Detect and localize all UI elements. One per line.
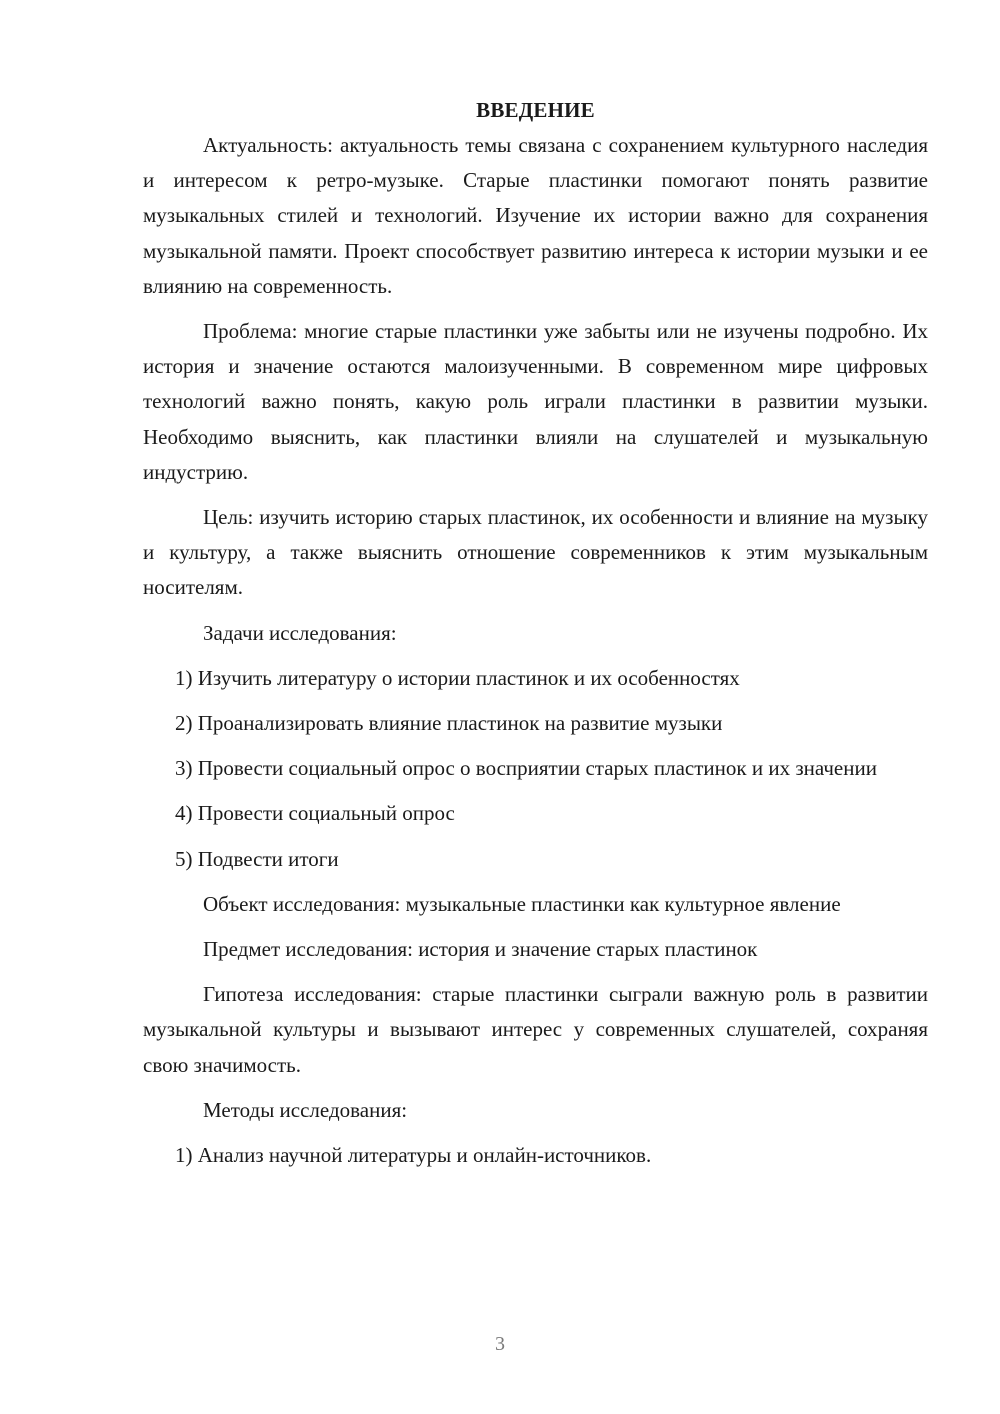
goal-paragraph: Цель: изучить историю старых пластинок, их особенности и влияние на музыку и культуру, а также выяснить отношение современников к этим музыкальным носителям. — [143, 505, 928, 600]
document-page — [143, 95, 928, 1183]
problem-paragraph: Проблема: многие старые пластинки уже забыты или не изучены подробно. Их история и значение остаются малоизученными. В современном мире цифровых технологий важно понять, какую роль играли пластинки в развитии музыки. Необходимо выяснить, как пластинки влияли на слушателей и музыкальную индустрию. — [143, 319, 928, 484]
task-item-4: 4) Провести социальный опрос — [175, 801, 455, 826]
methods-heading: Методы исследования: — [203, 1097, 408, 1122]
task-item-1: 1) Изучить литературу о истории пластинок и их особенностях — [175, 665, 740, 690]
page-title: ВВЕДЕНИЕ — [476, 98, 595, 122]
method-item-1: 1) Анализ научной литературы и онлайн-источников. — [175, 1143, 652, 1168]
hypothesis-paragraph: Гипотеза исследования: старые пластинки сыграли важную роль в развитии музыкальной культуры и вызывают интерес у современных слушателей, сохраняя свою значимость. — [143, 982, 928, 1077]
subject-paragraph: Предмет исследования: история и значение старых пластинок — [203, 937, 758, 962]
object-paragraph: Объект исследования: музыкальные пластинки как культурное явление — [203, 891, 841, 916]
tasks-heading: Задачи исследования: — [203, 620, 397, 645]
task-item-3: 3) Провести социальный опрос о восприятии старых пластинок и их значении — [175, 756, 877, 781]
page-number: 3 — [495, 1333, 505, 1355]
relevance-paragraph: Актуальность: актуальность темы связана с сохранением культурного наследия и интересом к ретро-музыке. Старые пластинки помогают понять развитие музыкальных стилей и технологий. Изучение их истории важно для сохранения музыкальной памяти. Проект способствует развитию интереса к истории музыки и ее влиянию на современность. — [143, 133, 928, 298]
task-item-5: 5) Подвести итоги — [175, 846, 339, 871]
task-item-2: 2) Проанализировать влияние пластинок на развитие музыки — [175, 711, 723, 736]
